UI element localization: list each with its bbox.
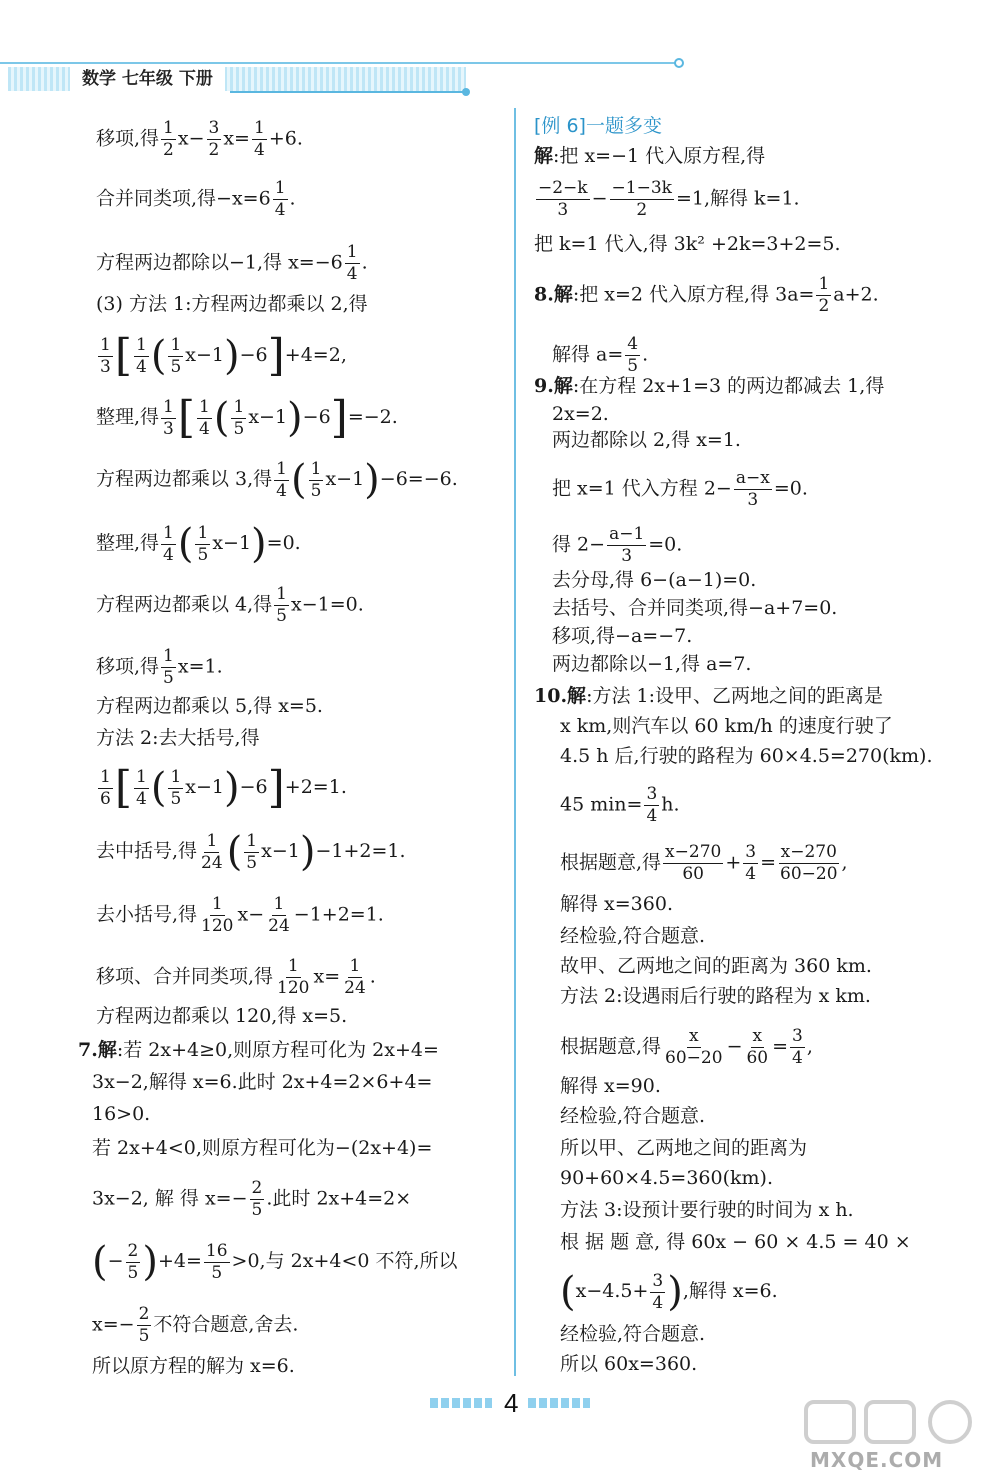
line-l14: 去中括号,得 $\frac{1}{24}$ ( $\frac{1}{5}$ x−1)−1+2=1. [96, 829, 406, 875]
line-r1: 解:把 x=−1 代入原方程,得 [534, 145, 766, 167]
line-r8: 两边都除以 2,得 x=1. [552, 429, 741, 451]
line-l15: 去小括号,得 $\frac{1}{120}$ x− $\frac{1}{24}$ −1+2=1. [96, 894, 384, 936]
line-l7: 方程两边都乘以 3,得 $\frac{1}{4}$ ( $\frac{1}{5}$ x−1)−6=−6. [96, 457, 458, 503]
fraction: $\frac{-2-k}{3}$ [538, 178, 588, 220]
line-r6: 9.解:在方程 2x+1=3 的两边都减去 1,得 [534, 375, 885, 397]
line-l2: 合并同类项,得−x=6 $\frac{1}{4}$ . [96, 178, 296, 220]
line-l9: 方程两边都乘以 4,得 $\frac{1}{5}$ x−1=0. [96, 584, 364, 626]
line-r13: 移项,得−a=−7. [552, 625, 693, 647]
line-r22: 故甲、乙两地之间的距离为 360 km. [560, 955, 872, 977]
fraction: $\frac{1}{4}$ [136, 766, 147, 809]
line-r9: 把 x=1 代入方程 2− $\frac{a-x}{3}$ =0. [552, 468, 808, 510]
line-l4: (3) 方法 1:方程两边都乘以 2,得 [96, 293, 368, 315]
line-l5: $\frac{1}{3}$ [ $\frac{1}{4}$ ( $\frac{1}{5}$ x−1)−6]+4=2, [100, 330, 347, 381]
fraction: $\frac{2}{5}$ [127, 1240, 139, 1283]
line-r3: 把 k=1 代入,得 3k² +2k=3+2=5. [534, 233, 841, 255]
line-l16: 移项、合并同类项,得 $\frac{1}{120}$ x= $\frac{1}{24}$ . [96, 956, 376, 998]
line-r12: 去括号、合并同类项,得−a+7=0. [552, 597, 838, 619]
line-r23: 方法 2:设遇雨后行驶的路程为 x km. [560, 985, 871, 1007]
example-heading: [例 6]一题多变 [534, 115, 662, 137]
fraction: $\frac{1}{5}$ [310, 458, 322, 501]
line-r2: $\frac{-2-k}{3}$ − $\frac{-1-3k}{2}$ =1,解得 k=1. [538, 178, 800, 220]
line-r7: 2x=2. [552, 403, 609, 425]
footer-decoration-left [430, 1398, 492, 1408]
fraction: $\frac{1}{4}$ [163, 522, 174, 565]
line-r15: 10.解:方法 1:设甲、乙两地之间的距离是 [534, 685, 883, 707]
fraction: $\frac{1}{120}$ [201, 894, 234, 936]
fraction: $\frac{1}{4}$ [253, 118, 265, 160]
page-number: 4 [504, 1388, 519, 1418]
line-r20: 解得 x=360. [560, 893, 673, 915]
line-l24: x=− $\frac{2}{5}$ 不符合题意,舍去. [92, 1304, 299, 1346]
line-r24: 根据题意,得 $\frac{x}{60-20}$ − $\frac{x}{60}$ = $\frac{3}{4}$ , [560, 1026, 813, 1068]
line-r16: x km,则汽车以 60 km/h 的速度行驶了 [560, 715, 893, 737]
fraction: $\frac{1}{120}$ [277, 956, 310, 998]
fraction: $\frac{1}{5}$ [170, 334, 182, 377]
fraction: $\frac{2}{5}$ [251, 1178, 263, 1220]
fraction: $\frac{1}{24}$ [344, 956, 366, 998]
line-r21: 经检验,符合题意. [560, 925, 706, 947]
line-l11: 方程两边都乘以 5,得 x=5. [96, 695, 323, 717]
fraction: $\frac{3}{4}$ [646, 784, 658, 826]
fraction: $\frac{x}{60-20}$ [665, 1026, 723, 1068]
line-l25: 所以原方程的解为 x=6. [92, 1355, 295, 1377]
line-l21: 若 2x+4<0,则原方程可化为−(2x+4)= [92, 1137, 433, 1159]
line-l8: 整理,得 $\frac{1}{4}$ ( $\frac{1}{5}$ x−1)=0. [96, 521, 301, 567]
line-r33: 所以 60x=360. [560, 1353, 698, 1375]
line-l22: 3x−2, 解 得 x=− $\frac{2}{5}$ .此时 2x+4=2× [92, 1178, 412, 1220]
line-l23: (− $\frac{2}{5}$ )+4= $\frac{16}{5}$ >0,与 2x+4<0 不符,所以 [92, 1239, 458, 1285]
fraction: $\frac{1}{5}$ [197, 522, 209, 565]
fraction: $\frac{1}{3}$ [163, 396, 174, 439]
fraction: $\frac{1}{5}$ [276, 584, 287, 626]
line-r14: 两边都除以−1,得 a=7. [552, 653, 752, 675]
fraction: $\frac{1}{5}$ [246, 830, 258, 873]
line-l18: 7.解:若 2x+4≥0,则原方程可化为 2x+4= [78, 1039, 439, 1061]
fraction: $\frac{1}{5}$ [170, 766, 182, 809]
line-l1: 移项,得 $\frac{1}{2}$ x− $\frac{3}{2}$ x= $\frac{1}{4}$ +6. [96, 118, 303, 160]
line-r11: 去分母,得 6−(a−1)=0. [552, 569, 757, 591]
line-l12: 方法 2:去大括号,得 [96, 727, 260, 749]
fraction: $\frac{1}{6}$ [100, 766, 111, 809]
fraction: $\frac{a-1}{3}$ [609, 524, 645, 566]
line-l17: 方程两边都乘以 120,得 x=5. [96, 1005, 348, 1027]
line-r25: 解得 x=90. [560, 1075, 661, 1097]
line-l20: 16>0. [92, 1103, 151, 1125]
line-r26: 经检验,符合题意. [560, 1105, 706, 1127]
fraction: $\frac{4}{5}$ [627, 334, 639, 376]
line-r30: 根 据 题 意, 得 60x − 60 × 4.5 = 40 × [560, 1231, 911, 1253]
line-r5: 解得 a= $\frac{4}{5}$ . [552, 334, 649, 376]
header-underline [230, 91, 466, 93]
header-rule-end-icon [674, 58, 684, 68]
column-divider [514, 108, 516, 1376]
header-dot-icon [462, 88, 470, 96]
line-r10: 得 2− $\frac{a-1}{3}$ =0. [552, 524, 683, 566]
line-l19: 3x−2,解得 x=6.此时 2x+4=2×6+4= [92, 1071, 433, 1093]
fraction: $\frac{1}{4}$ [199, 396, 210, 439]
fraction: $\frac{-1-3k}{2}$ [611, 178, 672, 220]
line-l3: 方程两边都除以−1,得 x=−6 $\frac{1}{4}$ . [96, 242, 368, 284]
fraction: $\frac{1}{3}$ [100, 334, 111, 377]
line-r31: (x−4.5+ $\frac{3}{4}$ ),解得 x=6. [560, 1269, 778, 1315]
header-label: 数学 七年级 下册 [70, 65, 225, 93]
line-r4: 8.解:把 x=2 代入原方程,得 3a= $\frac{1}{2}$ a+2. [534, 274, 879, 316]
fraction: $\frac{1}{2}$ [818, 274, 830, 316]
fraction: $\frac{3}{4}$ [652, 1270, 664, 1313]
fraction: $\frac{3}{4}$ [745, 842, 757, 884]
line-r32: 经检验,符合题意. [560, 1323, 706, 1345]
line-r27: 所以甲、乙两地之间的距离为 [560, 1137, 808, 1159]
fraction: $\frac{1}{24}$ [268, 894, 290, 936]
fraction: $\frac{1}{4}$ [274, 178, 286, 220]
fraction: $\frac{3}{4}$ [792, 1026, 803, 1068]
line-l6: 整理,得 $\frac{1}{3}$ [ $\frac{1}{4}$ ( $\frac{1}{5}$ x−1)−6]=−2. [96, 392, 398, 443]
fraction: $\frac{1}{2}$ [163, 118, 174, 160]
line-r19: 根据题意,得 $\frac{x-270}{60}$ + $\frac{3}{4}$ = $\frac{x-270}{60-20}$ , [560, 842, 848, 884]
footer-decoration-right [528, 1398, 590, 1408]
line-r18: 45 min= $\frac{3}{4}$ h. [560, 784, 680, 826]
line-r17: 4.5 h 后,行驶的路程为 60×4.5=270(km). [560, 745, 933, 767]
line-r28: 90+60×4.5=360(km). [560, 1167, 773, 1189]
fraction: $\frac{1}{5}$ [233, 396, 245, 439]
fraction: $\frac{3}{2}$ [208, 118, 220, 160]
line-l13: $\frac{1}{6}$ [ $\frac{1}{4}$ ( $\frac{1}{5}$ x−1)−6]+2=1. [100, 762, 347, 813]
fraction: $\frac{1}{5}$ [163, 646, 174, 688]
fraction: $\frac{x-270}{60-20}$ [780, 842, 838, 884]
fraction: $\frac{1}{4}$ [346, 242, 358, 284]
header-rule [0, 62, 680, 64]
line-l10: 移项,得 $\frac{1}{5}$ x=1. [96, 646, 223, 688]
watermark-text: MXQE.COM [810, 1448, 944, 1472]
fraction: $\frac{2}{5}$ [138, 1304, 150, 1346]
fraction: $\frac{x}{60}$ [746, 1026, 769, 1068]
fraction: $\frac{1}{4}$ [276, 458, 287, 501]
line-r29: 方法 3:设预计要行驶的时间为 x h. [560, 1199, 854, 1221]
fraction: $\frac{16}{5}$ [205, 1240, 228, 1283]
fraction: $\frac{x-270}{60}$ [665, 842, 722, 884]
fraction: $\frac{1}{24}$ [201, 830, 223, 873]
fraction: $\frac{1}{4}$ [136, 334, 147, 377]
fraction: $\frac{a-x}{3}$ [735, 468, 770, 510]
